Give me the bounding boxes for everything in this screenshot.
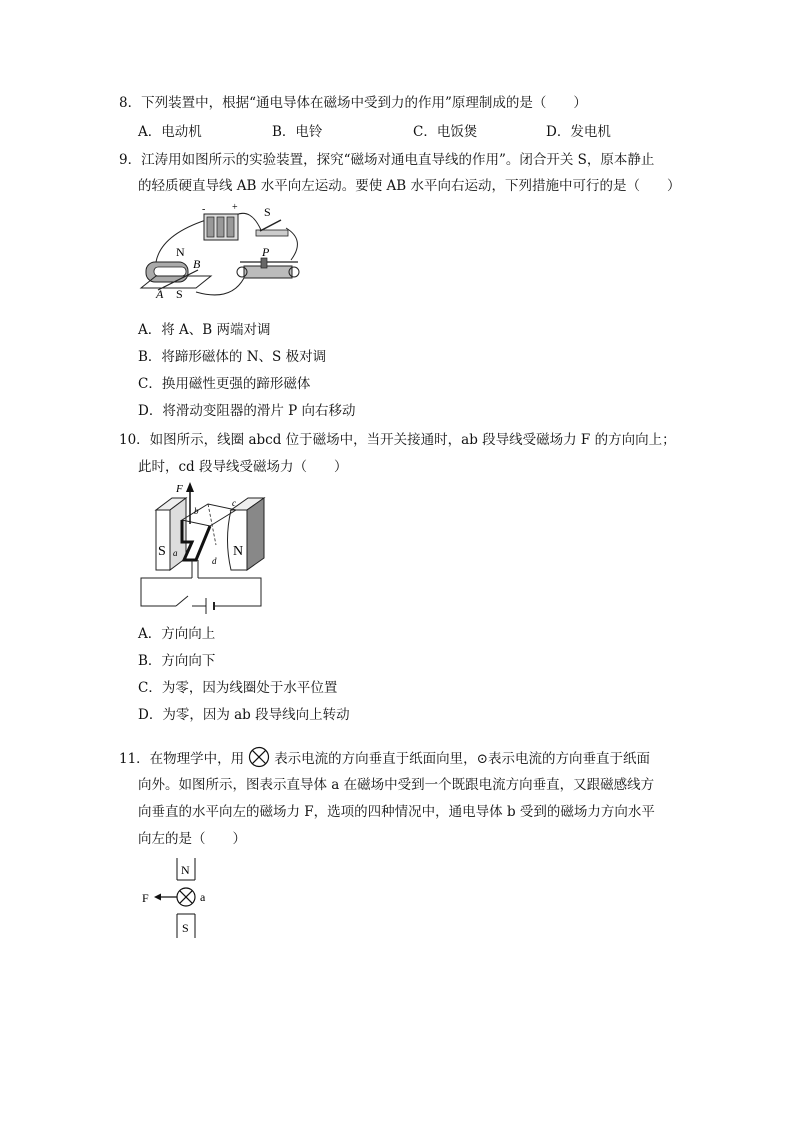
q11-label-n: N	[181, 863, 190, 877]
q11-stem-line2: 向外。如图所示，图表示直导体 a 在磁场中受到一个既跟电流方向垂直，又跟磁感线方	[138, 777, 655, 793]
q8-option-d: D．发电机	[546, 124, 611, 140]
q10-option-a: A．方向向上	[138, 626, 216, 642]
q8-option-a: A．电动机	[138, 124, 202, 140]
q8-stem: 8．下列装置中，根据“通电导体在磁场中受到力的作用”原理制成的是（ ）	[119, 95, 587, 111]
q11-stem-line1-part-b: 表示电流的方向垂直于纸面向里，⊙表示电流的方向垂直于纸面	[274, 751, 650, 767]
q10-label-a: a	[173, 548, 178, 558]
q8-option-c: C．电饭煲	[413, 124, 478, 140]
q8-option-b: B．电铃	[272, 124, 323, 140]
q9-label-n: N	[176, 245, 185, 259]
q11-label-f: F	[142, 891, 149, 905]
q10-label-f: F	[176, 483, 183, 495]
q11-label-a: a	[200, 890, 206, 904]
q9-option-c: C．换用磁性更强的蹄形磁体	[138, 376, 311, 392]
q9-label-switch: S	[264, 205, 271, 219]
q10-label-c: c	[232, 498, 236, 508]
q9-option-b: B．将蹄形磁体的 N、S 极对调	[138, 349, 327, 365]
current-into-page-icon	[248, 746, 270, 768]
q10-label-b: b	[194, 506, 199, 516]
q10-option-d: D．为零，因为 ab 段导线向上转动	[138, 707, 350, 723]
q9-label-plus: +	[232, 202, 238, 213]
q10-figure-coil	[136, 480, 266, 610]
q11-stem-line3: 向垂直的水平向左的磁场力 F，选项的四种情况中，通电导体 b 受到的磁场力方向水平	[138, 804, 655, 820]
q9-label-p: P	[262, 245, 270, 259]
q9-stem-line1: 9．江涛用如图所示的实验装置，探究“磁场对通电直导线的作用”。闭合开关 S，原本静止	[119, 152, 655, 168]
q9-figure-circuit	[136, 200, 316, 305]
q11-figure-conductor	[140, 858, 220, 940]
q10-label-n: N	[233, 544, 244, 559]
q11-label-s: S	[182, 921, 189, 935]
q10-option-b: B．方向向下	[138, 653, 216, 669]
q9-option-d: D．将滑动变阻器的滑片 P 向右移动	[138, 403, 356, 419]
q11-stem-line1-part-a: 11．在物理学中，用	[119, 751, 245, 767]
q10-label-d: d	[212, 556, 217, 566]
q9-stem-line2: 的轻质硬直导线 AB 水平向左运动。要使 AB 水平向右运动，下列措施中可行的是（ ）	[138, 178, 681, 194]
q9-label-a: A	[156, 287, 164, 301]
q10-label-s: S	[158, 544, 166, 559]
q11-stem-line1	[119, 746, 650, 769]
q10-stem-line1: 10．如图所示，线圈 abcd 位于磁场中，当开关接通时，ab 段导线受磁场力 F 的方向向上；	[119, 432, 676, 448]
q9-label-b: B	[193, 257, 201, 271]
q9-label-s: S	[176, 287, 183, 301]
q10-stem-line2: 此时，cd 段导线受磁场力（ ）	[138, 459, 348, 475]
q10-option-c: C．为零，因为线圈处于水平位置	[138, 680, 338, 696]
q9-label-minus: -	[202, 204, 206, 215]
q11-stem-line4: 向左的是（ ）	[138, 831, 246, 847]
q9-option-a: A．将 A、B 两端对调	[138, 322, 271, 338]
